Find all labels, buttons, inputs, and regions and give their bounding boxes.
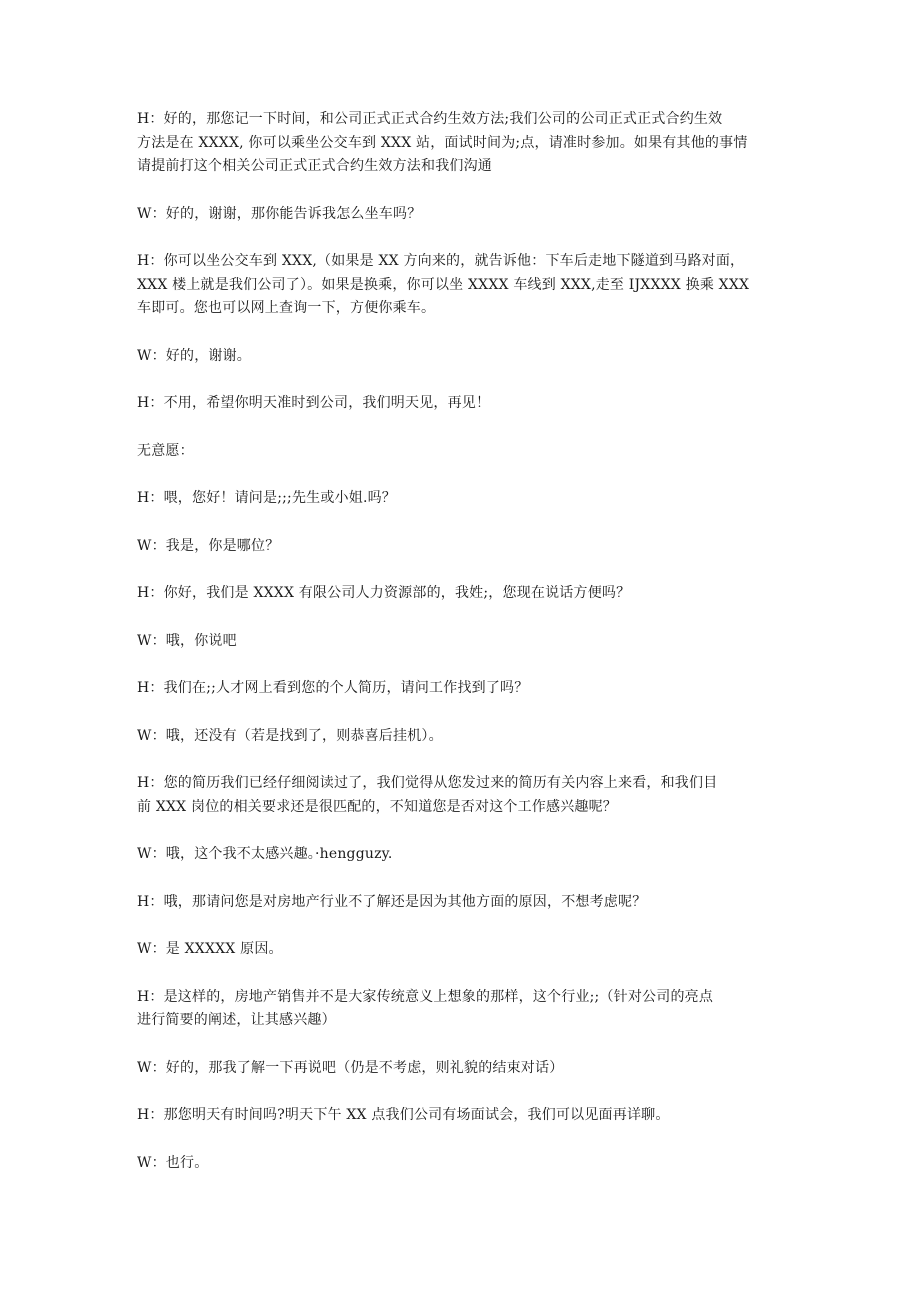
paragraph-line: H：您的简历我们已经仔细阅读过了，我们觉得从您发过来的简历有关内容上来看，和我们目 [137,775,718,791]
paragraph-line: W：哦，这个我不太感兴趣。·hengguzy. [137,846,393,862]
paragraph-line: W：好的，谢谢，那你能告诉我怎么坐车吗？ [137,205,422,222]
section-heading-no-interest [137,440,785,464]
paragraph-2 [137,203,785,227]
paragraph-12 [137,725,785,749]
paragraph-line: 前 XXX 岗位的相关要求还是很匹配的，不知道您是否对这个工作感兴趣呢？ [137,798,617,815]
paragraph-19 [137,1104,785,1128]
paragraph-line: W：好的，谢谢。 [137,347,251,364]
paragraph-8 [137,535,785,559]
paragraph-line: XXX 楼上就是我们公司了）。如果是换乘，你可以坐 XXXX 车线到 XXX,走至 IJXXXX 换乘 XXX [137,276,750,293]
paragraph-line: 进行简要的阐述，让其感兴趣） [137,1012,336,1028]
paragraph-line: 无意愿： [137,442,194,459]
paragraph-line: H：不用，希望你明天准时到公司，我们明天见，再见！ [137,395,491,411]
paragraph-11 [137,677,785,701]
paragraph-3 [137,250,785,321]
paragraph-line: 请提前打这个相关公司正式正式合约生效方法和我们沟通 [137,158,492,174]
paragraph-4 [137,345,785,369]
paragraph-line: W：我是，你是哪位？ [137,537,280,554]
paragraph-5 [137,392,785,416]
paragraph-17 [137,986,785,1033]
paragraph-line: H：我们在;;人才网上看到您的个人简历，请问工作找到了吗？ [137,680,529,696]
paragraph-13 [137,772,785,819]
paragraph-line: W：是 XXXXX 原因。 [137,941,283,957]
paragraph-line: H：喂，您好！请问是;;;先生或小姐.吗？ [137,490,397,506]
paragraph-7 [137,487,785,511]
document-body [137,108,785,1199]
paragraph-1 [137,108,785,179]
paragraph-line: 车即可。您也可以网上查询一下，方便你乘车。 [137,300,436,316]
paragraph-line: 方法是在 XXXX, 你可以乘坐公交车到 XXX 站，面试时间为;点，请准时参加。如果有其他的事情 [137,134,748,151]
paragraph-line: H：你好，我们是 XXXX 有限公司人力资源部的，我姓;，您现在说话方便吗？ [137,585,631,601]
paragraph-10 [137,630,785,654]
paragraph-16 [137,938,785,962]
paragraph-18 [137,1057,785,1081]
paragraph-line: W：哦，还没有（若是找到了，则恭喜后挂机）。 [137,727,443,744]
paragraph-line: H：那您明天有时间吗?明天下午 XX 点我们公司有场面试会，我们可以见面再详聊。 [137,1107,670,1123]
paragraph-line: W：也行。 [137,1154,209,1171]
paragraph-line: W：好的，那我了解一下再说吧（仍是不考虑，则礼貌的结束对话） [137,1059,564,1076]
paragraph-line: H：是这样的，房地产销售并不是大家传统意义上想象的那样，这个行业;;（针对公司的亮点 [137,988,714,1005]
paragraph-line: H：哦，那请问您是对房地产行业不了解还是因为其他方面的原因，不想考虑呢？ [137,893,647,910]
paragraph-9 [137,582,785,606]
paragraph-line: H：好的，那您记一下时间，和公司正式正式合约生效方法;我们公司的公司正式正式合约生效 [137,111,723,127]
paragraph-line: H：你可以坐公交车到 XXX,（如果是 XX 方向来的，就告诉他：下车后走地下隧道到马路对面， [137,253,745,269]
paragraph-14 [137,843,785,867]
paragraph-15 [137,891,785,915]
paragraph-line: W：哦，你说吧 [137,632,237,649]
paragraph-20 [137,1152,785,1176]
